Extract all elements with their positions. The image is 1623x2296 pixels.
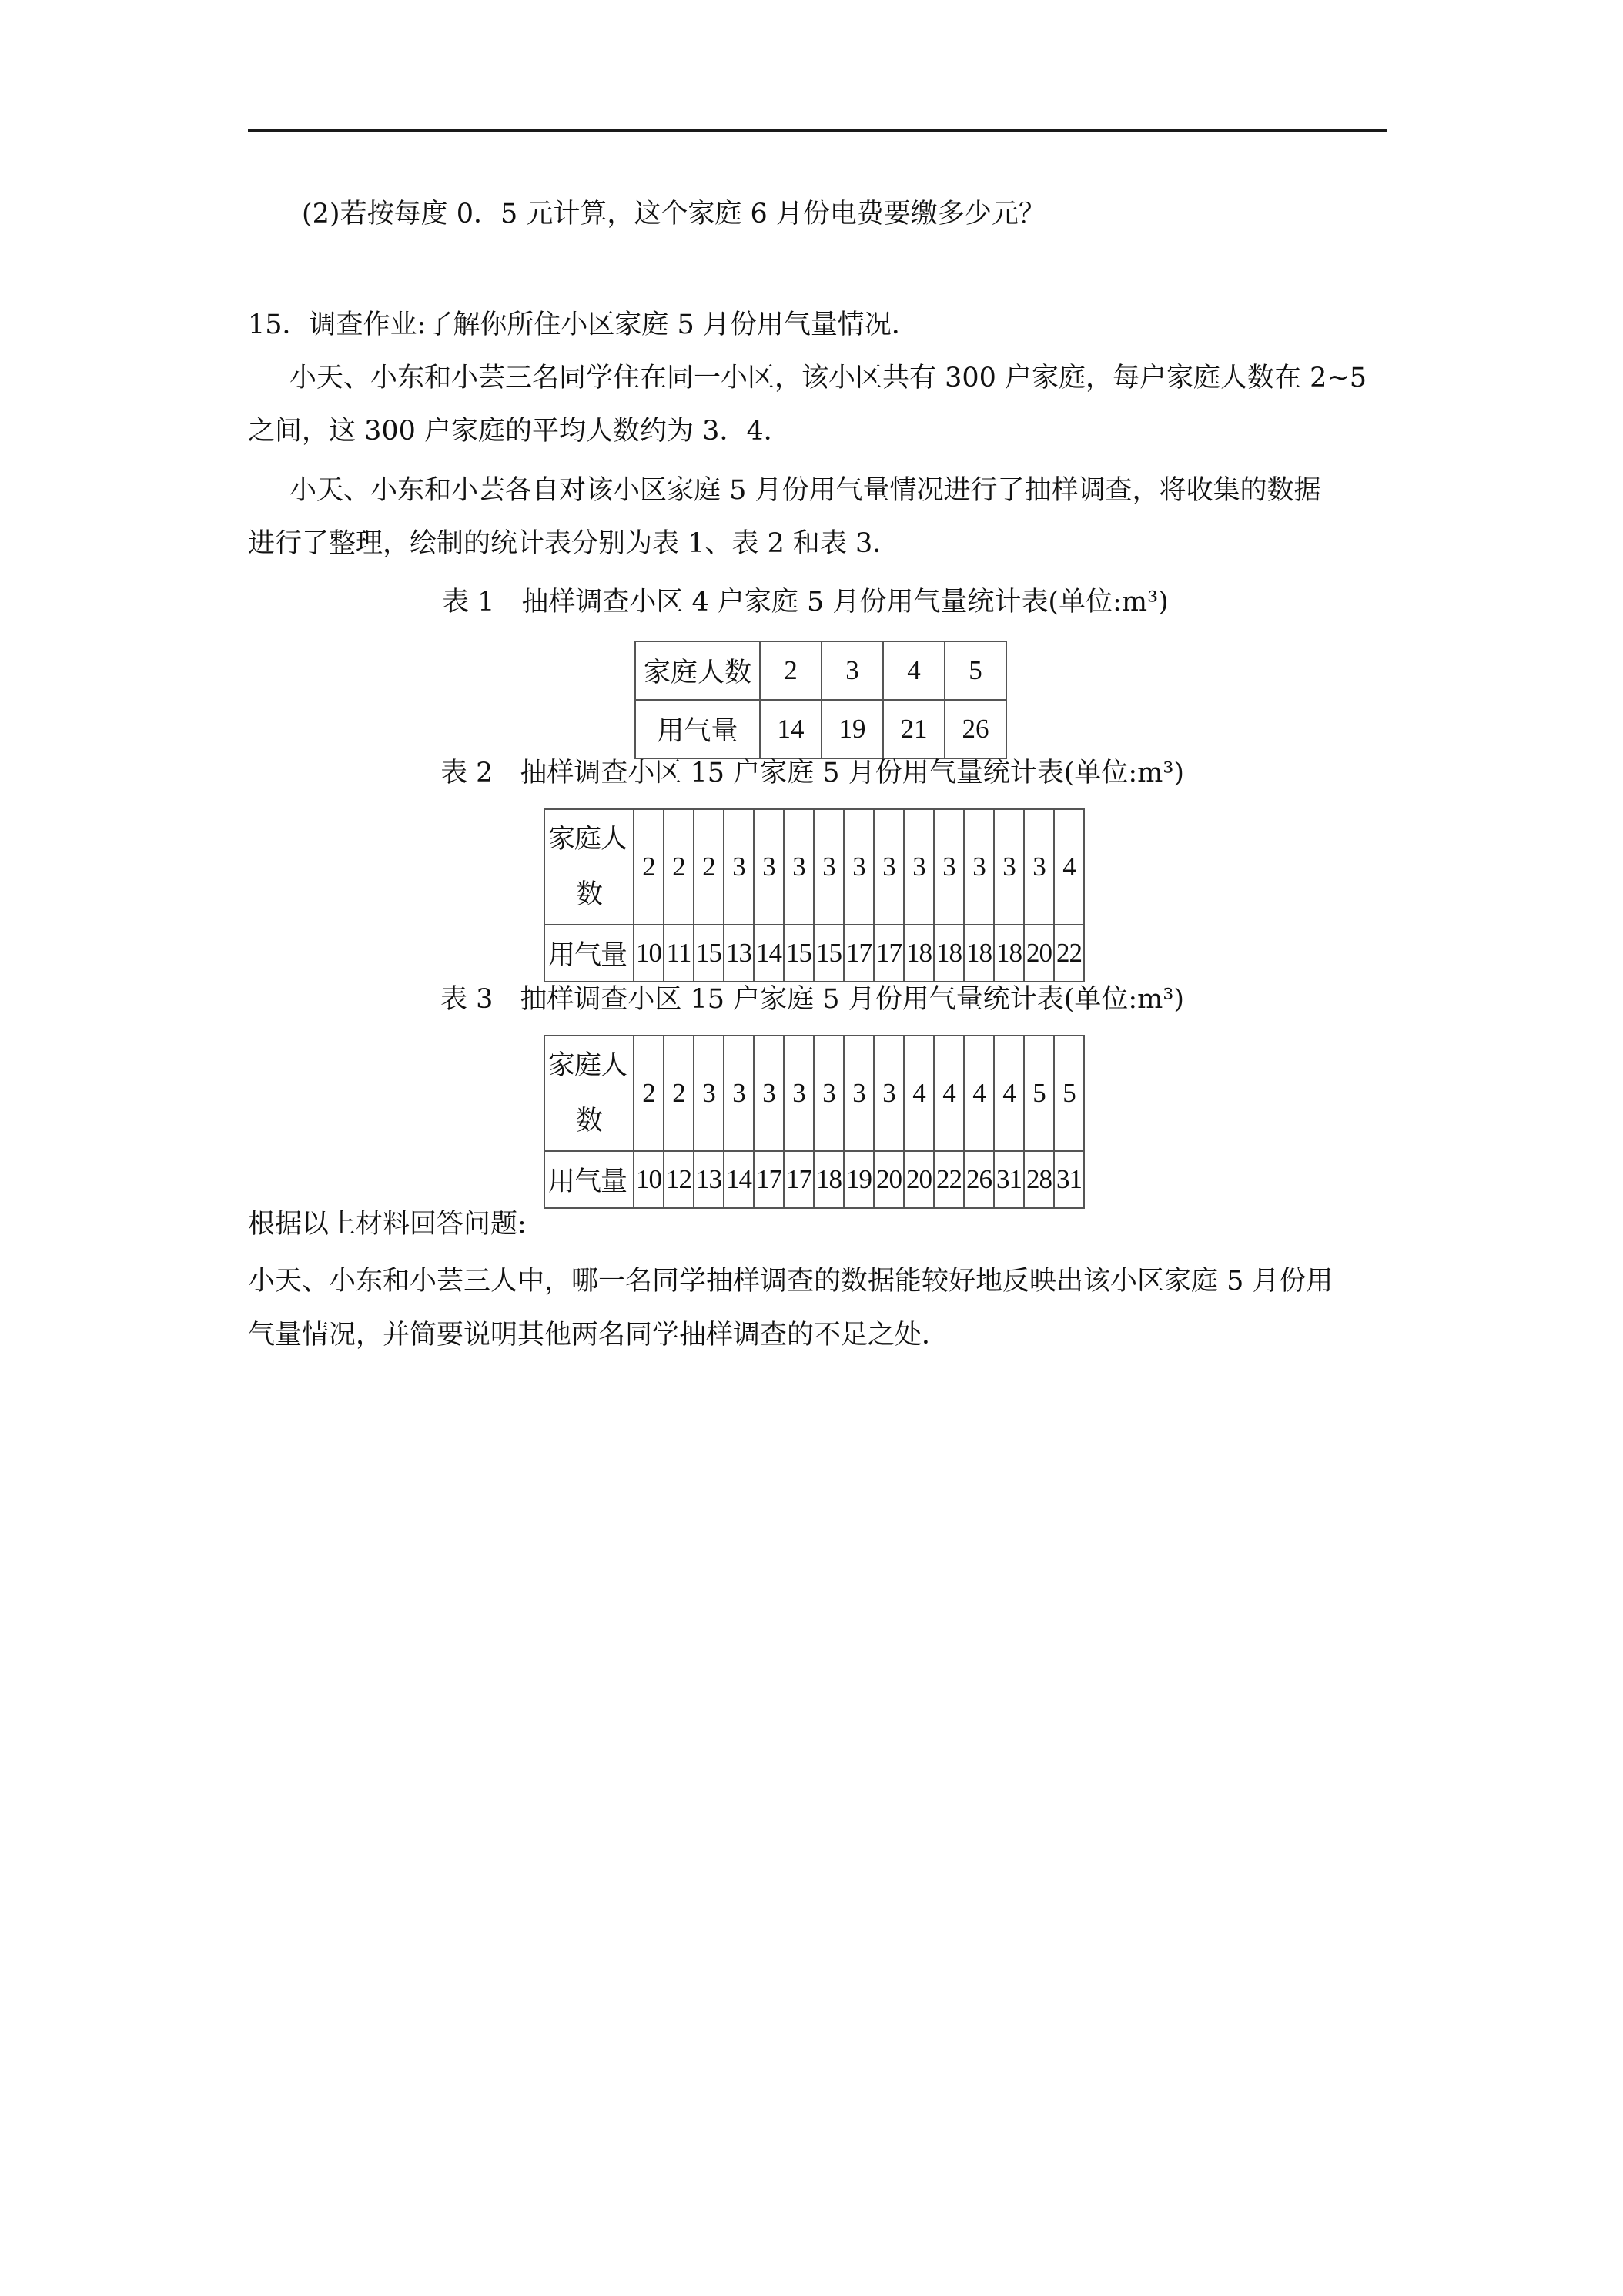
table2-cell: 15: [814, 925, 844, 982]
table1-cell: 3: [822, 641, 883, 700]
table2-cell: 3: [844, 809, 874, 925]
table3-row-people: [544, 1036, 1084, 1151]
table1-caption: 表 1 抽样调查小区 4 户家庭 5 月份用气量统计表(单位:m³): [442, 587, 1169, 618]
q15-para1-line1: 小天、小东和小芸三名同学住在同一小区，该小区共有 300 户家庭，每户家庭人数在 2~5: [289, 363, 1367, 393]
table3-cell: 3: [874, 1036, 904, 1151]
table2-cell: 3: [874, 809, 904, 925]
table3-cell: 20: [874, 1151, 904, 1208]
table3-cell: 5: [1024, 1036, 1054, 1151]
table2-cell: 18: [904, 925, 934, 982]
table2-cell: 3: [1024, 809, 1054, 925]
table3-row-label: 用气量: [544, 1151, 634, 1208]
table2-cell: 17: [844, 925, 874, 982]
table3-row-label-part1: 家庭人: [548, 1050, 627, 1080]
table1-row-gas: [635, 700, 1006, 758]
table2-cell: 10: [634, 925, 664, 982]
table2-cell: 3: [724, 809, 754, 925]
table3-cell: 12: [664, 1151, 694, 1208]
table1-cell: 21: [883, 700, 945, 758]
table3-cell: 3: [784, 1036, 814, 1151]
table3-cell: 18: [814, 1151, 844, 1208]
table3-cell: 4: [964, 1036, 994, 1151]
table2-cell: 20: [1024, 925, 1054, 982]
table2-row-label: 用气量: [544, 925, 634, 982]
q15-para2-line2: 进行了整理，绘制的统计表分别为表 1、表 2 和表 3．: [248, 528, 900, 559]
table2-cell: 2: [694, 809, 724, 925]
table1-cell: 19: [822, 700, 883, 758]
table3-cell: 3: [754, 1036, 784, 1151]
table2-cell: 18: [994, 925, 1024, 982]
table2-cell: 14: [754, 925, 784, 982]
table3-caption: 表 3 抽样调查小区 15 户家庭 5 月份用气量统计表(单位:m³): [440, 984, 1185, 1015]
table3: [544, 1035, 1085, 1209]
table2-row-people: [544, 809, 1084, 925]
table2-caption: 表 2 抽样调查小区 15 户家庭 5 月份用气量统计表(单位:m³): [440, 758, 1185, 788]
table2-cell: 3: [754, 809, 784, 925]
table2-cell: 18: [934, 925, 964, 982]
table3-cell: 5: [1054, 1036, 1084, 1151]
table2-row-gas: [544, 925, 1084, 982]
table2-row-label-part1: 家庭人: [548, 824, 627, 854]
table3-cell: 10: [634, 1151, 664, 1208]
table2-cell: 3: [964, 809, 994, 925]
table3-cell: 17: [754, 1151, 784, 1208]
q15-para1-line2: 之间，这 300 户家庭的平均人数约为 3．4．: [248, 416, 791, 447]
table2-cell: 13: [724, 925, 754, 982]
table3-row-gas: [544, 1151, 1084, 1208]
question-line2: 气量情况，并简要说明其他两名同学抽样调查的不足之处．: [248, 1320, 949, 1350]
table2-cell: 15: [694, 925, 724, 982]
table3-cell: 22: [934, 1151, 964, 1208]
table3-cell: 28: [1024, 1151, 1054, 1208]
table2-row-label: [544, 809, 634, 925]
table2-cell: 18: [964, 925, 994, 982]
table1-cell: 14: [760, 700, 822, 758]
table1-cell: 4: [883, 641, 945, 700]
table1-row-label: 家庭人数: [635, 641, 760, 700]
table3-cell: 4: [904, 1036, 934, 1151]
table2-cell: 15: [784, 925, 814, 982]
table1-cell: 2: [760, 641, 822, 700]
table1-row-label: 用气量: [635, 700, 760, 758]
table3-cell: 4: [994, 1036, 1024, 1151]
table3-cell: 3: [694, 1036, 724, 1151]
table3-row-label: [544, 1036, 634, 1151]
table3-cell: 2: [634, 1036, 664, 1151]
q15-title: 15．调查作业:了解你所住小区家庭 5 月份用气量情况．: [248, 310, 919, 340]
table2-cell: 3: [994, 809, 1024, 925]
table3-cell: 3: [844, 1036, 874, 1151]
table1-row-people: [635, 641, 1006, 700]
table3-cell: 26: [964, 1151, 994, 1208]
table2-cell: 3: [814, 809, 844, 925]
table3-cell: 3: [724, 1036, 754, 1151]
table1-cell: 26: [945, 700, 1006, 758]
table2: [544, 808, 1085, 982]
table3-row-label-part2: 数: [576, 1106, 603, 1136]
table2-cell: 2: [664, 809, 694, 925]
table2-cell: 3: [784, 809, 814, 925]
header-rule: [248, 129, 1387, 132]
table2-cell: 3: [934, 809, 964, 925]
table3-cell: 31: [1054, 1151, 1084, 1208]
table3-cell: 13: [694, 1151, 724, 1208]
q14-part2-text: (2)若按每度 0．5 元计算，这个家庭 6 月份电费要缴多少元？: [302, 199, 1046, 229]
table3-cell: 31: [994, 1151, 1024, 1208]
table3-cell: 3: [814, 1036, 844, 1151]
table1-cell: 5: [945, 641, 1006, 700]
table3-cell: 17: [784, 1151, 814, 1208]
question-line1: 小天、小东和小芸三人中，哪一名同学抽样调查的数据能较好地反映出该小区家庭 5 月份用: [248, 1266, 1334, 1297]
table2-cell: 3: [904, 809, 934, 925]
table1: [634, 641, 1007, 759]
table2-cell: 11: [664, 925, 694, 982]
table3-cell: 19: [844, 1151, 874, 1208]
table2-cell: 4: [1054, 809, 1084, 925]
table2-row-label-part2: 数: [576, 879, 603, 909]
table3-cell: 4: [934, 1036, 964, 1151]
ask-line: 根据以上材料回答问题:: [248, 1209, 527, 1240]
table3-cell: 2: [664, 1036, 694, 1151]
table2-cell: 17: [874, 925, 904, 982]
table2-cell: 22: [1054, 925, 1084, 982]
table3-cell: 14: [724, 1151, 754, 1208]
table3-cell: 20: [904, 1151, 934, 1208]
q15-para2-line1: 小天、小东和小芸各自对该小区家庭 5 月份用气量情况进行了抽样调查，将收集的数据: [289, 475, 1321, 506]
table2-cell: 2: [634, 809, 664, 925]
